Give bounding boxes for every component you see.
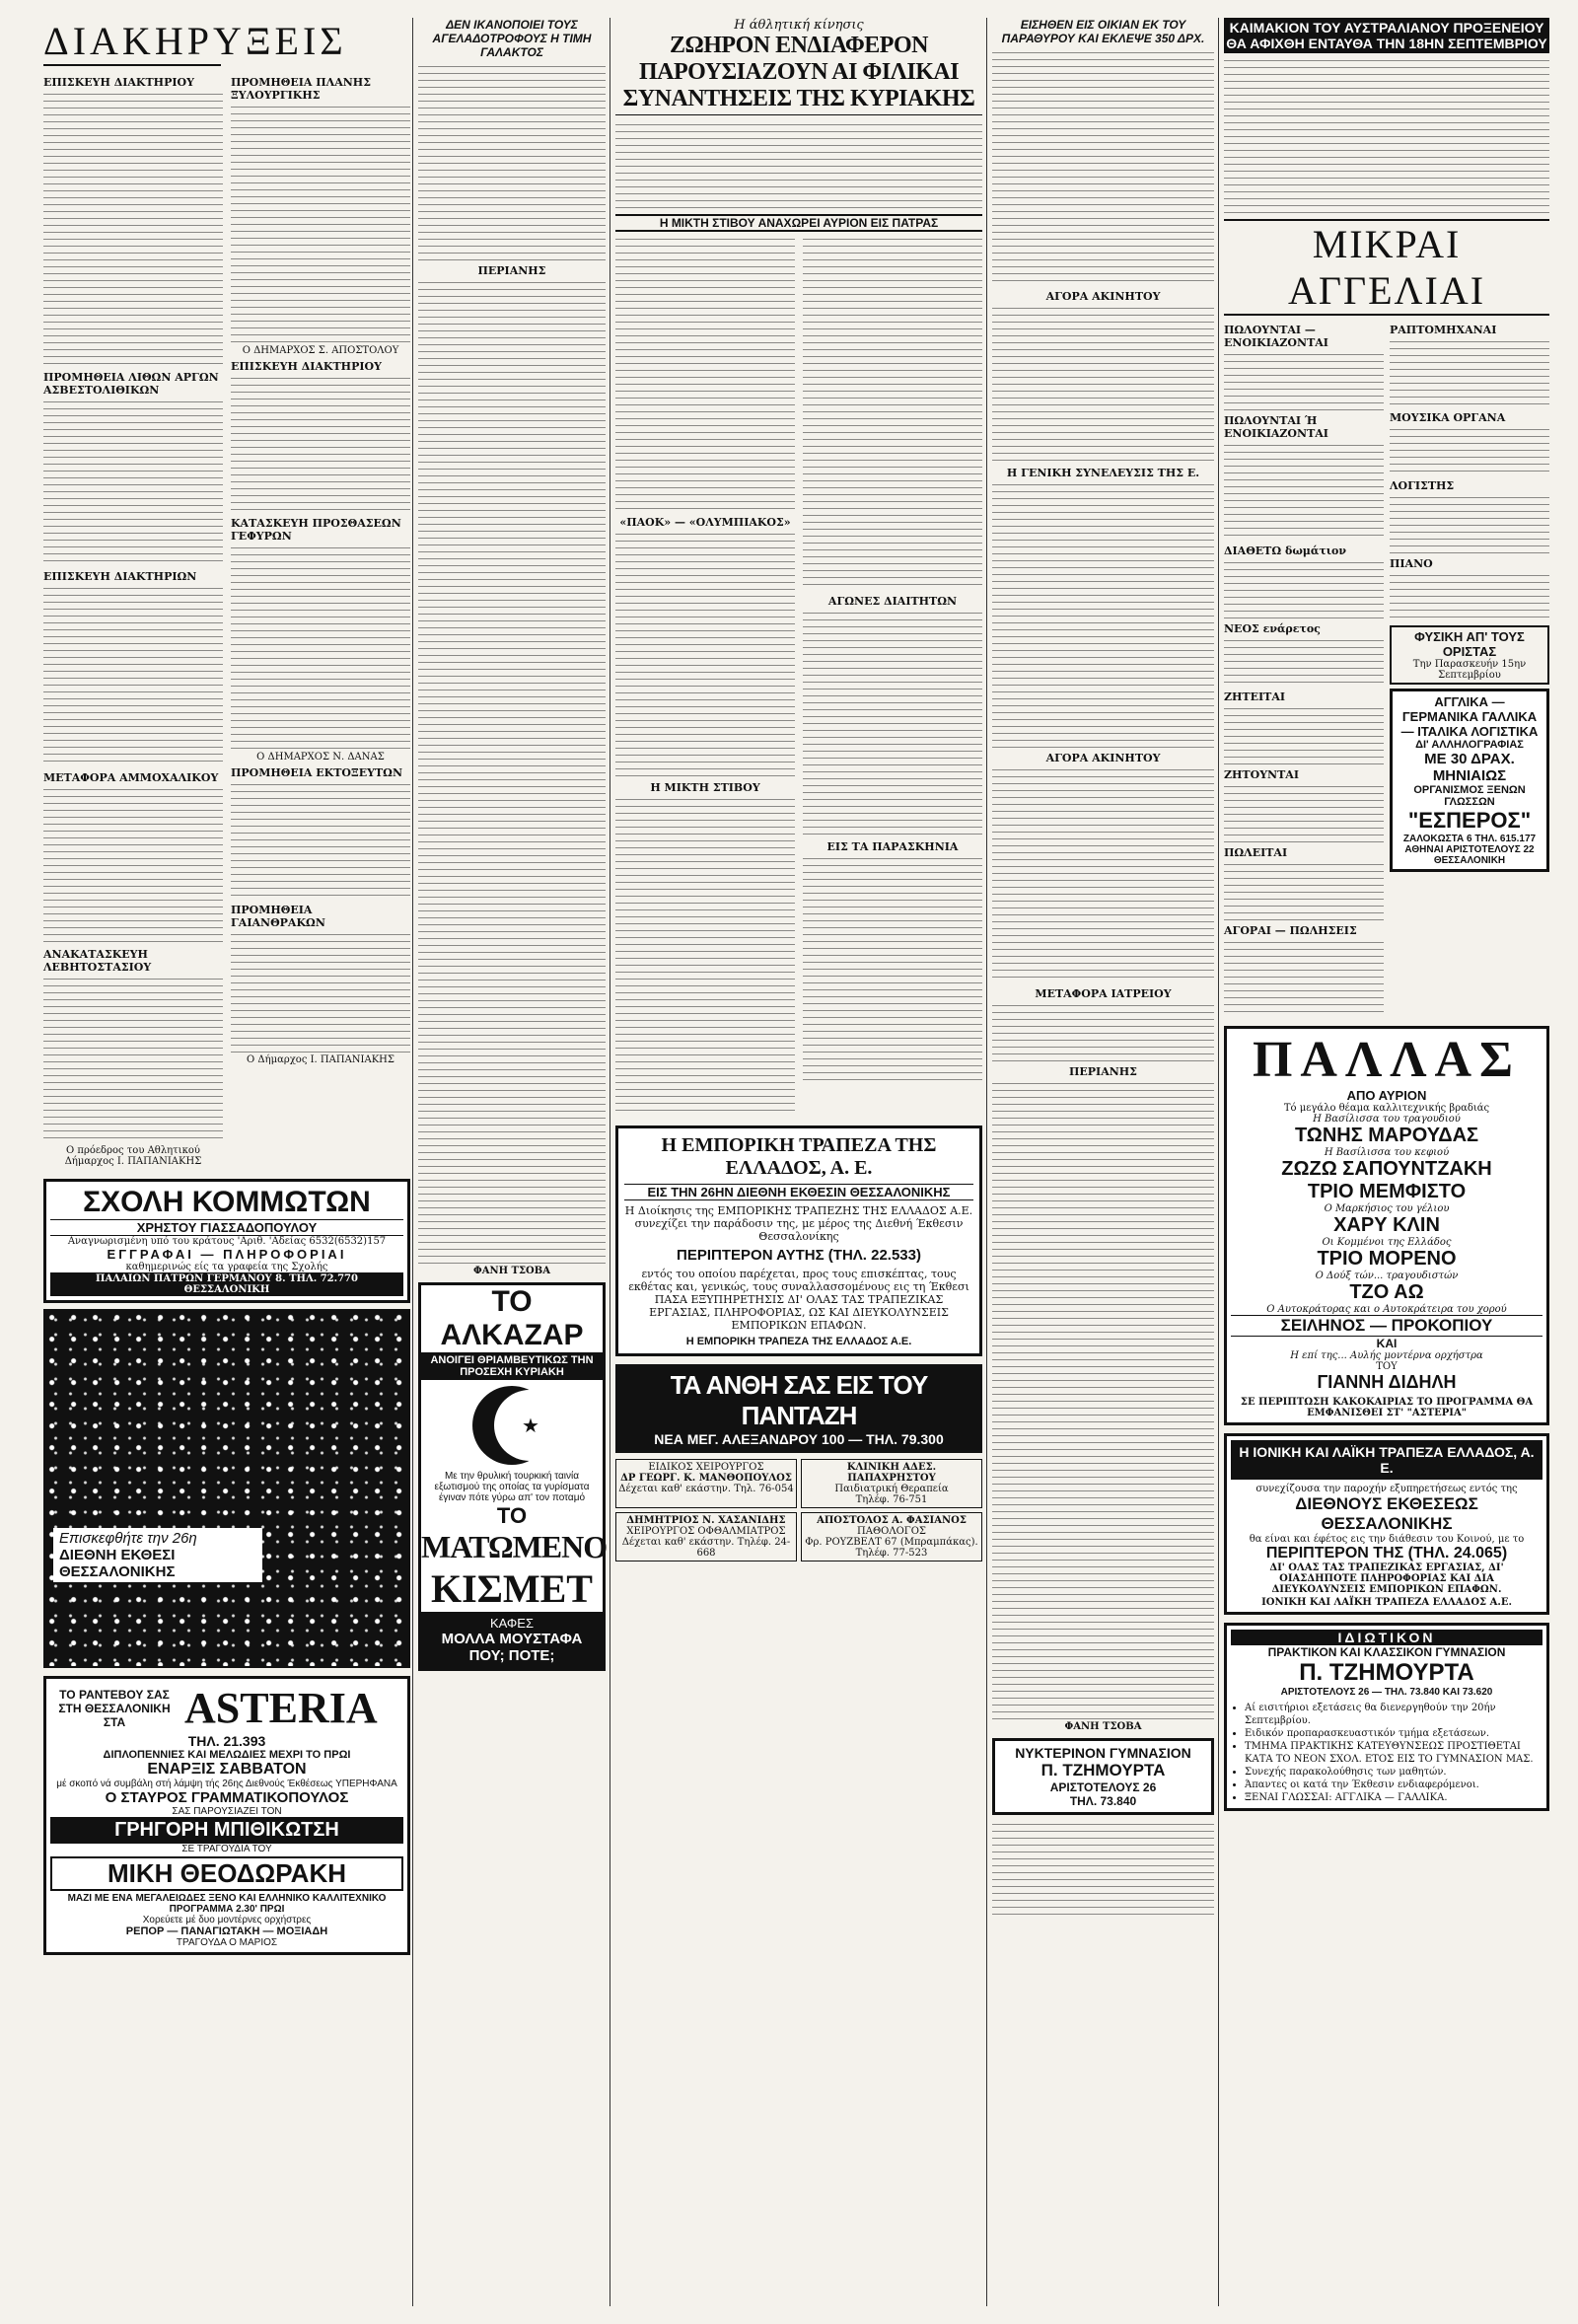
sports-headline: ΖΩΗΡΟΝ ΕΝΔΙΑΦΕΡΟΝ ΠΑΡΟΥΣΙΑΖΟΥΝ ΑΙ ΦΙΛΙΚΑΙ ΣΥΝΑΝΤΗΣΕΙΣ ΤΗΣ ΚΥΡΙΑΚΗΣ [615,33,982,115]
pantazi-title: ΤΑ ΑΝΘΗ ΣΑΣ ΕΙΣ ΤΟΥ ΠΑΝΤΑΖΗ [670,1370,928,1430]
classified-item: ΖΗΤΕΙΤΑΙ [1224,690,1286,703]
property-body-2 [992,766,1214,983]
notice-heading: ΠΡΟΜΗΘΕΙΑ ΠΛΑΝΗΣ ΞΥΛΟΥΡΓΙΚΗΣ [231,76,371,102]
doctor-info: Δέχεται καθ' εκάστην. Τηλ. 76-054 [618,1484,794,1494]
classified-body [1390,338,1549,407]
asteria-opening: ΕΝΑΡΞΙΣ ΣΑΒΒΑΤΟΝ [147,1761,307,1778]
gym-bullet: • Συνεχής παρακολούθησις των μαθητών. [1245,1766,1542,1779]
notice-heading: ΠΡΟΜΗΘΕΙΑ ΓΑΙΑΝΘΡΑΚΩΝ [231,904,325,929]
pallas-intro: Τό μεγάλο θέαμα καλλιτεχνικής βραδιάς [1283,1103,1490,1114]
physics-body: Την Παρασκευήν 15ην Σεπτεμβρίου [1412,659,1527,681]
classified-body [1224,637,1384,687]
hair-school-enroll: ΕΓΓΡΑΦΑΙ — ΠΛΗΡΟΦΟΡΙΑΙ [107,1247,347,1262]
sports-section-head: «ΠΑΟΚ» — «ΟΛΥΜΠΙΑΚΟΣ» [619,516,791,529]
doctor-card [801,1512,982,1561]
night-gym-name: Π. ΤΖΗΜΟΥΡΤΑ [1040,1761,1166,1779]
classified-body [1224,559,1384,618]
pallas-name: ΓΙΑΝΝΗ ΔΙΔΗΛΗ [1317,1372,1457,1392]
alkazar-title: ΤΟ ΑΛΚΑΖΑΡ [440,1285,584,1351]
sports-body [803,610,982,836]
doctor-name: ΠΑΘΟΛΟΓΟΣ [857,1526,926,1537]
notice-body [231,781,410,900]
column-rule [412,18,413,2306]
language-name: "ΕΣΠΕΡΟΣ" [1407,808,1532,833]
night-gym-tel: ΤΗΛ. 73.840 [1069,1794,1137,1808]
sports-body [615,796,795,1112]
notice-heading: ΜΕΤΑΦΟΡΑ ΑΜΜΟΧΑΛΙΚΟΥ [43,771,219,784]
gym-bullet: • ΞΕΝΑΙ ΓΛΩΣΣΑΙ: ΑΓΓΛΙΚΑ — ΓΑΛΛΙΚΑ. [1245,1791,1542,1804]
notice-body [231,104,410,345]
sports-sub: Η ΜΙΚΤΗ ΣΤΙΒΟΥ ΑΝΑΧΩΡΕΙ ΑΥΡΙΟΝ ΕΙΣ ΠΑΤΡΑΣ [615,214,982,232]
author-signature: ΦΑΝΗ ΤΣΟΒΑ [473,1266,550,1276]
asteria-composer: ΜΙΚΗ ΘΕΟΔΩΡΑΚΗ [50,1856,403,1891]
doctor-info: Δέχεται καθ' εκάστην. Τηλέφ. 24-668 [621,1537,791,1559]
classified-item: ΑΓΟΡΑΙ — ΠΩΛΗΣΕΙΣ [1224,924,1357,937]
cafe-line-2: ΜΟΛΛΑ ΜΟΥΣΤΑΦΑ [441,1631,583,1647]
doctor-info: Φρ. ΡΟΥΖΒΕΛΤ 67 (Μπραμπάκας). Τηλέφ. 77-523 [805,1537,978,1559]
notice-heading: ΕΠΙΣΚΕΥΗ ΔΙΑΚΤΗΡΙΟΥ [231,360,382,373]
pallas-line: Η Βασίλισσα του τραγουδιού [1313,1114,1461,1125]
doctor-name: Παιδιατρική Θεραπεία [834,1484,949,1494]
private-gym-ad [1224,1623,1549,1811]
sports-body [615,236,795,512]
doctor-spec: ΔΗΜΗΤΡΙΟΣ Ν. ΧΑΣΑΝΙΔΗΣ [626,1515,786,1526]
notice-signature: Ο πρόεδρος του Αθλητικού Δήμαρχος Ι. ΠΑΠΑΝΙΑΚΗΣ [64,1145,202,1167]
gym-bullet: • Αί εισιτήριοι εξετάσεις θα διενεργηθούν την 20ήν Σεπτεμβρίου. [1245,1702,1542,1727]
classified-item: ΔΙΑΘΕΤΩ δωμάτιον [1224,545,1347,557]
pallas-name: ΣΕΙΛΗΝΟΣ — ΠΡΟΚΟΠΙΟΥ [1231,1315,1542,1337]
asteria-program: ΜΑΖΙ ΜΕ ΕΝΑ ΜΕΓΑΛΕΙΩΔΕΣ ΞΕΝΟ ΚΑΙ ΕΛΛΗΝΙΚΟ ΚΑΛΛΙΤΕΧΝΙΚΟ ΠΡΟΓΡΑΜΜΑ 2.30' ΠΡΩΙ [67,1893,387,1915]
ionian-title: Η ΙΟΝΙΚΗ ΚΑΙ ΛΑΪΚΗ ΤΡΑΠΕΖΑ ΕΛΛΑΔΟΣ, Α. Ε. [1231,1440,1542,1480]
ionian-kiosk: ΠΕΡΙΠΤΕΡΟΝ ΤΗΣ (ΤΗΛ. 24.065) [1265,1545,1508,1561]
pallas-name: ΤΡΙΟ ΜΕΜΦΙΣΤΟ [1307,1181,1467,1202]
fair-ad-line2: ΔΙΕΘΝΗ ΕΚΘΕΣΙ ΘΕΣΣΑΛΟΝΙΚΗΣ [59,1547,176,1580]
periannis-heading-2: ΠΕΡΙΑΝΗΣ [1069,1065,1137,1078]
asteria-tel: ΤΗΛ. 21.393 [187,1733,266,1749]
pallas-line: Η επί της... Αυλής μοντέρνα ορχήστρα [1290,1350,1483,1361]
doctor-info: Τηλέφ. 76-751 [855,1494,928,1505]
ionian-bank-ad [1224,1433,1549,1615]
cafe-box [421,1612,603,1668]
hair-school-name: ΧΡΗΣΤΟΥ ΓΙΑΣΣΑΔΟΠΟΥΛΟΥ [50,1219,403,1236]
gym-l1: ΙΔΙΩΤΙΚΟΝ [1231,1630,1542,1645]
classified-item: ΜΟΥΣΙΚΑ ΟΡΓΑΝΑ [1390,411,1506,424]
notice-signature: Ο ΔΗΜΑΡΧΟΣ Ν. ΔΑΝΑΣ [256,752,385,763]
hair-school-ad [43,1179,410,1303]
pallas-line: Οι Κομμένοι της Ελλάδος [1322,1237,1452,1248]
periannis-body-2 [992,1080,1214,1721]
pallas-name: ΤΡΙΟ ΜΟΡΕΝΟ [1317,1248,1457,1270]
pantazi-address: ΝΕΑ ΜΕΓ. ΑΛΕΞΑΝΔΡΟΥ 100 — ΤΗΛ. 79.300 [654,1431,944,1447]
author-signature-2: ΦΑΝΗ ΤΣΟΒΑ [1064,1721,1142,1732]
notices-col-b [231,72,410,1167]
classifieds-title: ΜΙΚΡΑΙ ΑΓΓΕΛΙΑΙ [1224,219,1549,316]
gym-bullet: • ΤΜΗΜΑ ΠΡΑΚΤΙΚΗΣ ΚΑΤΕΥΘΥΝΣΕΩΣ ΠΡΟΣΤΙΘΕΤΑΙ ΚΑΤΑ ΤΟ ΝΕΟΝ ΣΧΟΛ. ΕΤΟΣ ΕΙΣ ΤΟ ΓΥΜΝΑΣΙΟΝ ΜΑΣ. [1245,1740,1542,1766]
commercial-bank-body: Η Διοίκησις της ΕΜΠΟΡΙΚΗΣ ΤΡΑΠΕΖΗΣ ΤΗΣ ΕΛΛΑΔΟΣ Α.Ε. συνεχίζει την παράδοσιν της, με μέρος της Διεθνή Έκθεσιν Θεσσαλονίκης [624,1204,973,1243]
commercial-bank-kiosk: ΠΕΡΙΠΤΕΡΟΝ ΑΥΤΗΣ (ΤΗΛ. 22.533) [677,1247,921,1264]
alkazar-sub: ΑΝΟΙΓΕΙ ΘΡΙΑΜΒΕΥΤΙΚΩΣ ΤΗΝ ΠΡΟΣΕΧΗ ΚΥΡΙΑΚΗ [421,1352,603,1380]
language-sub: ΔΙ' ΑΛΛΗΛΟΓΡΑΦΙΑΣ [1415,739,1524,751]
ionian-line: θα είναι και έφέτος εις την διάθεσιν του Κοινού, με το [1249,1534,1525,1545]
sports-section [615,18,982,1561]
classified-body [1224,861,1384,920]
consulate-headline: ΚΑΙΜΑΚΙΟΝ ΤΟΥ ΑΥΣΤΡΑΛΙΑΝΟΥ ΠΡΟΞΕΝΕΙΟΥ ΘΑ ΑΦΙΧΘΗ ΕΝΤΑΥΘΑ ΤΗΝ 18ΗΝ ΣΕΠΤΕΜΒΡΙΟΥ [1224,18,1549,53]
asteria-singer: ΓΡΗΓΟΡΗ ΜΠΙΘΙΚΩΤΣΗ [50,1817,403,1844]
classified-body [1224,939,1384,1018]
periannis-heading: ΠΕΡΙΑΝΗΣ [477,264,546,277]
night-gym-body [992,1821,1214,1920]
classified-item: ΠΙΑΝΟ [1390,557,1433,570]
milk-heading: ΔΕΝ ΙΚΑΝΟΠΟΙΕΙ ΤΟΥΣ ΑΓΕΛΑΔΟΤΡΟΦΟΥΣ Η ΤΙΜΗ ΓΑΛΑΚΤΟΣ [432,18,592,59]
commercial-bank-sign: Η ΕΜΠΟΡΙΚΗ ΤΡΑΠΕΖΑ ΤΗΣ ΕΛΛΑΔΟΣ Α.Ε. [685,1336,912,1347]
alkazar-film-3: ΚΙΣΜΕΤ [431,1566,593,1611]
cafe-line-1: ΚΑΦΕΣ [489,1616,535,1631]
property-heading: ΑΓΟΡΑ ΑΚΙΝΗΤΟΥ [1045,290,1161,303]
gym-name: Π. ΤΖΗΜΟΥΡΤΑ [1299,1659,1474,1686]
doctor-card [615,1512,797,1561]
doctors-grid [615,1459,982,1561]
pallas-name: ΤΩΝΗΣ ΜΑΡΟΥΔΑΣ [1294,1125,1479,1146]
notice-body [43,399,223,566]
pallas-line: Η Βασίλισσα του κεφιού [1324,1147,1450,1158]
ionian-line: συνεχίζουσα την παροχήν εξυπηρετήσεως εντός της [1255,1484,1518,1494]
language-school-ad [1390,689,1549,872]
hair-school-title: ΣΧΟΛΗ ΚΟΜΜΩΤΩΝ [83,1186,371,1218]
alkazar-body: Με την θρυλική τουρκική ταινία εξωτισμού της οποίας τα γυρίσματα έγιναν πότε γύρω απ' τον ποταμό [434,1471,590,1503]
gym-address: ΑΡΙΣΤΟΤΕΛΟΥΣ 26 — ΤΗΛ. 73.840 ΚΑΙ 73.620 [1280,1687,1493,1698]
sports-section-head: ΕΙΣ ΤΑ ΠΑΡΑΣΚΗΝΙΑ [826,840,959,853]
classifieds-section [1224,18,1549,1811]
pallas-note: ΣΕ ΠΕΡΙΠΤΩΣΗ ΚΑΚΟΚΑΙΡΙΑΣ ΤΟ ΠΡΟΓΡΑΜΜΑ ΘΑ ΕΜΦΑΝΙΣΘΕΙ ΣΤ' "ΑΣΤΕΡΙΑ" [1240,1397,1534,1418]
notice-heading: ΚΑΤΑΣΚΕΥΗ ΠΡΟΣΘΑΣΕΩΝ ΓΕΦΥΡΩΝ [231,517,401,543]
asteria-ad [43,1676,410,1955]
pallas-ad [1224,1026,1549,1425]
pallas-line: Ο Μαρκήσιος του γέλιου [1324,1203,1450,1214]
notice-body [231,375,410,513]
notice-heading: ΠΡΟΜΗΘΕΙΑ ΕΚΤΟΞΕΥΤΩΝ [231,766,403,779]
notice-heading: ΠΡΟΜΗΘΕΙΑ ΛΙΘΩΝ ΑΡΓΩΝ ΑΣΒΕΣΤΟΛΙΘΙΚΩΝ [43,371,219,397]
notice-heading: ΕΠΙΣΚΕΥΗ ΔΙΑΚΤΗΡΙΟΥ [43,76,194,89]
pallas-name: ΧΑΡΥ ΚΛΙΝ [1333,1214,1440,1236]
sports-body [803,236,982,591]
notices-col-a [43,72,223,1167]
asteria-presenter: Ο ΣΤΑΥΡΟΣ ΓΡΑΜΜΑΤΙΚΟΠΟΥΛΟΣ [105,1789,349,1806]
classified-item: ΠΩΛΟΥΝΤΑΙ — ΕΝΟΙΚΙΑΖΟΝΤΑΙ [1224,324,1328,349]
notice-heading: ΑΝΑΚΑΤΑΣΚΕΥΗ ΛΕΒΗΤΟΣΤΑΣΙΟΥ [43,948,152,974]
classified-body [1224,783,1384,842]
classified-body [1390,572,1549,621]
pallas-and: ΚΑΙ [1376,1337,1398,1350]
classified-item: ΝΕΟΣ ενάρετος [1224,622,1321,635]
language-title: ΑΓΓΛΙΚΑ — ΓΕΡΜΑΝΙΚΑ ΓΑΛΛΙΚΑ — ΙΤΑΛΙΚΑ ΛΟΓΙΣΤΙΚΑ [1400,694,1539,739]
hair-school-address: ΠΑΛΑΙΩΝ ΠΑΤΡΩΝ ΓΕΡΜΑΝΟΥ 8. ΤΗΛ. 72.770 ΘΕΣΣΑΛΟΝΙΚΗ [50,1272,403,1296]
asteria-presents: ΣΑΣ ΠΑΡΟΥΣΙΑΖΕΙ ΤΟΝ [172,1806,282,1817]
column-rule [986,18,987,2306]
commercial-bank-sub: ΕΙΣ ΤΗΝ 26ΗΝ ΔΙΕΘΝΗ ΕΚΘΕΣΙΝ ΘΕΣΣΑΛΟΝΙΚΗΣ [624,1184,973,1200]
doctor-spec: ΚΛΙΝΙΚΗ ΑΔΕΣ. ΠΑΠΑΧΡΗΣΤΟΥ [846,1462,937,1484]
cafe-line-3: ΠΟΥ; ΠΟΤΕ; [468,1647,555,1664]
commercial-bank-title: Η ΕΜΠΟΡΙΚΗ ΤΡΑΠΕΖΑ ΤΗΣ ΕΛΛΑΔΟΣ, Α. Ε. [661,1134,937,1179]
property-heading-2: ΑΓΟΡΑ ΑΚΙΝΗΤΟΥ [1045,752,1161,764]
notices-title: ΔΙΑΚΗΡΥΞΕΙΣ [43,18,221,66]
classified-item: ΖΗΤΟΥΝΤΑΙ [1224,768,1299,781]
sports-section-head: Η ΜΙΚΤΗ ΣΤΙΒΟΥ [650,781,760,794]
classified-body [1224,351,1384,410]
night-gym-title: ΝΥΚΤΕΡΙΝΟΝ ΓΥΜΝΑΣΙΟΝ [1015,1745,1191,1761]
sports-kicker: Η άθλητική κίνησις [734,18,864,33]
doctor-name: ΧΕΙΡΟΥΡΓΟΣ ΟΦΘΑΛΜΙΑΤΡΟΣ [626,1526,786,1537]
classified-body [1224,705,1384,764]
clinic-heading: ΜΕΤΑΦΟΡΑ ΙΑΤΡΕΙΟΥ [1035,987,1172,1000]
physics-title: ΦΥΣΙΚΗ ΑΠ' ΤΟΥΣ ΟΡΙΣΤΑΣ [1414,629,1525,659]
alkazar-film-1: ΤΟ [496,1503,528,1528]
notice-body [43,91,223,367]
theft-body [992,49,1214,286]
milk-column [418,18,606,1671]
doctor-card [801,1459,982,1508]
notice-heading: ΕΠΙΣΚΕΥΗ ΔΙΑΚΤΗΡΙΩΝ [43,570,197,583]
doctor-spec: ΑΠΟΣΤΟΛΟΣ Α. ΦΑΣΙΑΝΟΣ [817,1515,967,1526]
news-column [992,18,1214,1920]
ionian-services: ΔΙ' ΟΛΑΣ ΤΑΣ ΤΡΑΠΕΖΙΚΑΣ ΕΡΓΑΣΙΑΣ, ΔΙ' ΟΙΑΣΔΗΠΟΤΕ ΠΛΗΡΟΦΟΡΙΑΣ ΚΑΙ ΔΙΑ ΔΙΕΥΚΟΛΥΝΣΕΙΣ ΕΜΠΟΡΙΚΩΝ ΕΠΑΦΩΝ. [1269,1562,1504,1595]
pallas-name: ΖΩΖΩ ΣΑΠΟΥΝΤΖΑΚΗ [1281,1158,1492,1180]
language-org: ΟΡΓΑΝΙΣΜΟΣ ΞΕΝΩΝ ΓΛΩΣΣΩΝ [1413,784,1526,808]
clinic-body [992,1002,1214,1061]
notice-body [231,545,410,752]
classified-body [1224,442,1384,541]
ionian-fair: ΔΙΕΘΝΟΥΣ ΕΚΘΕΣΕΩΣ ΘΕΣΣΑΛΟΝΙΚΗΣ [1295,1494,1478,1533]
sports-body [803,855,982,1082]
sports-lede [615,121,982,210]
consulate-body [1224,57,1549,215]
fair-ad-line1: Επισκεφθήτε την 26η [59,1530,197,1547]
milk-body [418,63,606,260]
commercial-bank-ad [615,1126,982,1356]
asteria-dinners: ΔΙΠΛΟΠΕΝΝΙΕΣ ΚΑΙ ΜΕΛΩΔΙΕΣ ΜΕΧΡΙ ΤΟ ΠΡΩΙ [103,1749,351,1761]
classified-item: ΡΑΠΤΟΜΗΧΑΝΑΙ [1390,324,1497,336]
pallas-name: ΤΖΟ ΑΩ [1349,1281,1424,1303]
pallas-line: Ο Δούξ τών... τραγουδιστών [1315,1271,1459,1281]
gym-l2: ΠΡΑΚΤΙΚΟΝ ΚΑΙ ΚΛΑΣΣΙΚΟΝ ΓΥΜΝΑΣΙΟΝ [1267,1645,1506,1659]
hair-school-license: Αναγνωρισμένη υπό του κράτους 'Αριθ. 'Αδείας 6532(6532)157 [67,1236,387,1247]
physics-box [1390,625,1549,685]
commercial-bank-body2: εντός του οποίου παρέχεται, προς τους επισκέπτας, τους εκθέτας και, γενικώς, τους συναλλασσομένους εις τη Έκθεσι ΠΑΣΑ ΕΞΥΠΗΡΕΤΗΣΙΣ ΔΙ' ΟΛΑΣ ΤΑΣ ΤΡΑΠΕΖΙΚΑΣ ΕΡΓΑΣΙΑΣ, ΠΛΗΡΟΦΟΡΙΑΣ, ΩΣ ΚΑΙ ΔΙΕΥΚΟΛΥΝΣΕΙΣ ΕΜΠΟΡΙΚΩΝ ΕΠΑΦΩΝ. [628,1268,969,1332]
asteria-sings: ΤΡΑΓΟΥΔΑ Ο ΜΑΡΙΟΣ [176,1937,278,1948]
asteria-dance: Χορεύετε μέ δυο μοντέρνες ορχήστρες [142,1915,312,1925]
pallas-line: ΤΟΥ [1376,1361,1398,1372]
notice-body [231,931,410,1054]
gym-bullet: • Ειδικόν προπαρασκευαστικόν τμήμα εξετάσεων. [1245,1727,1542,1740]
pallas-line: Ο Αυτοκράτορας και ο Αυτοκράτειρα του χορού [1266,1304,1507,1315]
night-gym-ad [992,1738,1214,1815]
notice-body [43,976,223,1143]
gym-bullets [1231,1702,1542,1804]
notices-section [43,18,410,1955]
periannis-body [418,279,606,1266]
night-gym-address: ΑΡΙΣΤΟΤΕΛΟΥΣ 26 [1049,1780,1157,1794]
notice-body [43,786,223,944]
theft-heading: ΕΙΣΗΘΕΝ ΕΙΣ ΟΙΚΙΑΝ ΕΚ ΤΟΥ ΠΑΡΑΘΥΡΟΥ ΚΑΙ ΕΚΛΕΨΕ 350 ΔΡΧ. [1001,18,1205,45]
fair-fireworks-ad [43,1309,410,1668]
pantazi-flowers-ad [615,1364,982,1453]
gym-bullet: • Άπαντες οι κατά την Έκθεσιν ενδιαφερόμενοι. [1245,1779,1542,1791]
assembly-heading: Η ΓΕΝΙΚΗ ΣΥΝΕΛΕΥΣΙΣ ΤΗΣ Ε. [1006,467,1200,479]
classified-item: ΛΟΓΙΣΤΗΣ [1390,479,1455,492]
classified-item: ΠΩΛΟΥΝΤΑΙ Ή ΕΝΟΙΚΙΑΖΟΝΤΑΙ [1224,414,1328,440]
ionian-sign: ΙΟΝΙΚΗ ΚΑΙ ΛΑΪΚΗ ΤΡΑΠΕΖΑ ΕΛΛΑΔΟΣ Α.Ε. [1261,1597,1512,1608]
asteria-occasion: μέ σκοπό νά συμβάλη στή λάμψη τής 26ης Διεθνούς Έκθέσεως ΥΠΕΡΗΦΑΝΑ [56,1779,397,1789]
classified-item: ΠΩΛΕΙΤΑΙ [1224,846,1288,859]
sports-body [615,531,795,777]
crescent-star-icon: ★ [472,1386,551,1465]
alkazar-ad [418,1282,606,1671]
column-rule [1218,18,1219,2306]
asteria-songs: ΣΕ ΤΡΑΓΟΥΔΙΑ ΤΟΥ [181,1844,272,1854]
sports-section-head: ΑΓΩΝΕΣ ΔΙΑΙΤΗΤΩΝ [827,595,958,608]
classified-body [1390,494,1549,553]
doctor-name: ΔΡ ΓΕΩΡΓ. Κ. ΜΑΝΘΟΠΟΥΛΟΣ [620,1473,792,1484]
property-body [992,305,1214,463]
pallas-sub: ΑΠΟ ΑΥΡΙΟΝ [1346,1088,1427,1103]
notice-body [43,585,223,767]
hair-school-office: καθημερινώς είς τα γραφεία της Σχολής [125,1262,328,1272]
alkazar-film-2: ΜΑΤΩΜΕΝΟ [421,1529,608,1564]
pallas-title: ΠΑΛΛΑΣ [1252,1032,1522,1088]
assembly-body [992,481,1214,748]
asteria-bands: ΡΕΠΟΡ — ΠΑΝΑΓΙΩΤΑΚΗ — ΜΟΞΙΑΔΗ [125,1925,328,1937]
fair-ad-text [53,1528,262,1582]
notice-signature: Ο ΔΗΜΑΡΧΟΣ Σ. ΑΠΟΣΤΟΛΟΥ [242,345,399,356]
asteria-intro: ΤΟ ΡΑΝΤΕΒΟΥ ΣΑΣ ΣΤΗ ΘΕΣΣΑΛΟΝΙΚΗ ΣΤΑ [58,1687,171,1729]
notice-signature: Ο Δήμαρχος Ι. ΠΑΠΑΝΙΑΚΗΣ [247,1054,394,1065]
classified-body [1390,426,1549,475]
language-price: ΜΕ 30 ΔΡΑΧ. ΜΗΝΙΑΙΩΣ [1424,751,1515,784]
language-address: ΖΑΛΟΚΩΣΤΑ 6 ΤΗΛ. 615.177 ΑΘΗΝΑΙ ΑΡΙΣΤΟΤΕΛΟΥΣ 22 ΘΕΣΣΑΛΟΝΙΚΗ [1402,834,1537,866]
doctor-card [615,1459,797,1508]
doctor-spec: ΕΙΔΙΚΟΣ ΧΕΙΡΟΥΡΓΟΣ [648,1462,764,1473]
asteria-name: ASTERIA [184,1684,378,1732]
